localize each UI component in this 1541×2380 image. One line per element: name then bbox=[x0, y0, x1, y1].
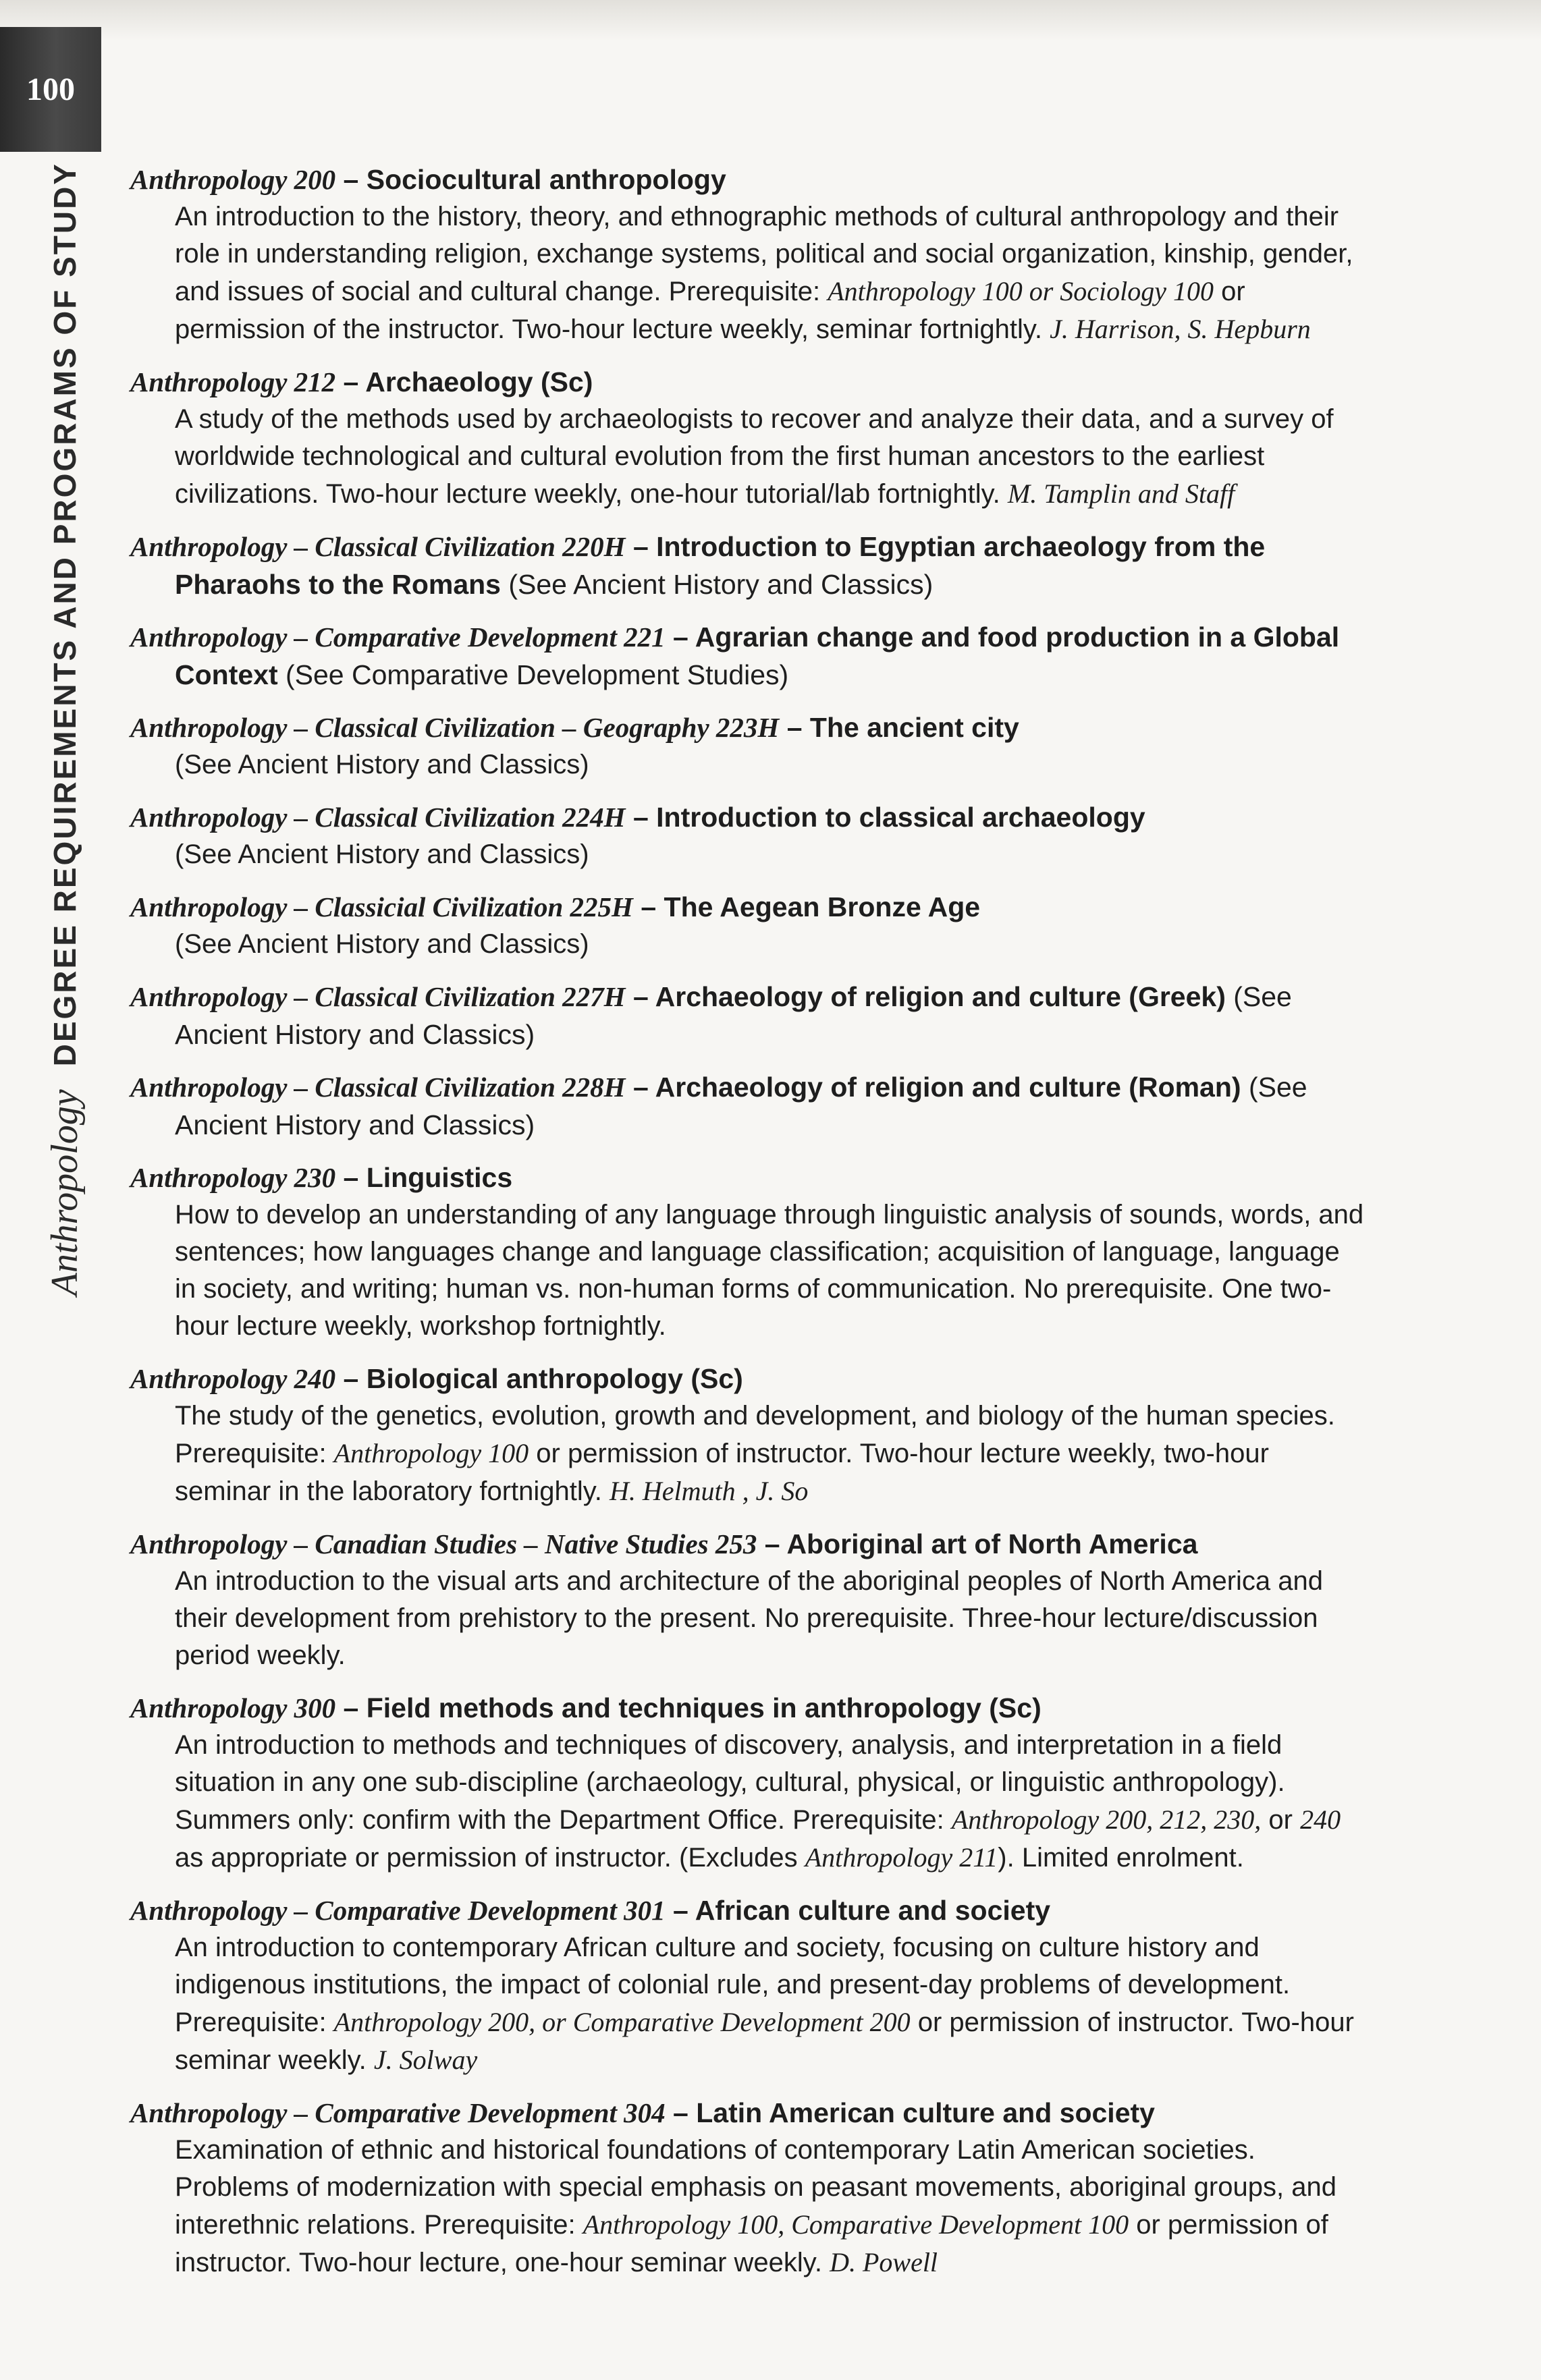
description-italic: H. Helmuth , J. So bbox=[610, 1476, 809, 1506]
description-italic: M. Tamplin and Staff bbox=[1007, 478, 1235, 509]
course-heading bbox=[130, 978, 1366, 1053]
description-text: An introduction to methods and techniques of discovery, analysis, and interpretation in a field situation in any one sub-discipline (archaeology, cultural, physical, or linguistic anthropology). Summers only: confirm with the Department Office. Prerequisite: bbox=[175, 1730, 1285, 1835]
course-entry bbox=[130, 1689, 1366, 1877]
scan-shadow bbox=[0, 0, 1541, 40]
course-list bbox=[130, 161, 1366, 2296]
cross-reference: (See Ancient History and Classics) bbox=[175, 981, 1292, 1050]
course-title: Linguistics bbox=[366, 1162, 513, 1193]
description-text: or permission of instructor. Two-hour lecture weekly, two-hour seminar in the laboratory fortnightly. bbox=[175, 1439, 1269, 1506]
course-title: Introduction to Egyptian archaeology from the Pharaohs to the Romans bbox=[175, 531, 1266, 600]
description-text: as appropriate or permission of instructor. (Excludes bbox=[175, 1843, 805, 1873]
page-number-badge bbox=[0, 27, 101, 152]
heading-separator: – bbox=[665, 2097, 697, 2128]
course-entry bbox=[130, 978, 1366, 1053]
course-entry bbox=[130, 618, 1366, 694]
course-title: The Aegean Bronze Age bbox=[664, 891, 981, 922]
course-description bbox=[130, 401, 1366, 513]
description-italic: Anthropology 100, Comparative Development 100 bbox=[583, 2209, 1129, 2240]
course-code: Anthropology 212 bbox=[130, 366, 336, 397]
course-title: Aboriginal art of North America bbox=[786, 1528, 1198, 1559]
course-code: Anthropology 300 bbox=[130, 1692, 336, 1723]
course-entry bbox=[130, 363, 1366, 513]
course-code: Anthropology 240 bbox=[130, 1363, 336, 1394]
heading-separator: – bbox=[757, 1528, 787, 1559]
side-section-title bbox=[32, 162, 97, 1350]
course-code: Anthropology – Comparative Development 221 bbox=[130, 621, 666, 653]
description-italic: Anthropology 200, 212, 230, bbox=[951, 1804, 1262, 1835]
course-heading bbox=[130, 1068, 1366, 1144]
description-text: ). Limited enrolment. bbox=[998, 1843, 1244, 1873]
course-description bbox=[130, 746, 1366, 783]
heading-separator: – bbox=[625, 1072, 655, 1103]
course-code: Anthropology – Classical Civilization 227H bbox=[130, 981, 626, 1012]
heading-separator: – bbox=[665, 621, 695, 653]
description-text: or permission of instructor. Two-hour seminar weekly. bbox=[175, 2008, 1354, 2075]
course-code: Anthropology – Comparative Development 304 bbox=[130, 2097, 666, 2128]
course-code: Anthropology 230 bbox=[130, 1162, 336, 1193]
cross-reference: (See Ancient History and Classics) bbox=[500, 569, 934, 600]
description-text: (See Ancient History and Classics) bbox=[175, 929, 589, 959]
cross-reference: (See Ancient History and Classics) bbox=[175, 1072, 1307, 1140]
course-entry bbox=[130, 1891, 1366, 2079]
course-entry bbox=[130, 709, 1366, 783]
description-text: An introduction to the visual arts and architecture of the aboriginal peoples of North America and their development from prehistory to the present. No prerequisite. Three-hour lecture/discussion period weekly. bbox=[175, 1566, 1323, 1670]
heading-separator: – bbox=[625, 531, 657, 562]
course-entry bbox=[130, 1360, 1366, 1510]
heading-separator: – bbox=[335, 164, 367, 195]
course-title: Archaeology of religion and culture (Roman) bbox=[655, 1072, 1241, 1103]
page-number: 100 bbox=[26, 72, 75, 107]
course-title: Latin American culture and society bbox=[696, 2097, 1155, 2128]
heading-separator: – bbox=[335, 1162, 367, 1193]
course-code: Anthropology – Comparative Development 301 bbox=[130, 1895, 666, 1926]
course-code: Anthropology 200 bbox=[130, 164, 336, 195]
course-description bbox=[130, 1727, 1366, 1877]
description-italic: J. Solway bbox=[373, 2045, 478, 2075]
description-italic: D. Powell bbox=[830, 2247, 938, 2277]
heading-separator: – bbox=[779, 712, 810, 743]
description-italic: 240 bbox=[1300, 1804, 1341, 1835]
course-title: Field methods and techniques in anthropology (Sc) bbox=[366, 1692, 1042, 1723]
course-code: Anthropology – Classical Civilization 224H bbox=[130, 802, 626, 833]
description-text: (See Ancient History and Classics) bbox=[175, 839, 589, 869]
description-text: How to develop an understanding of any language through linguistic analysis of sounds, words, and sentences; how languages change and language classification; acquisition of language, language in society, and writing; human vs. non-human forms of communication. No prerequisite. One two-hour lecture weekly, workshop fortnightly. bbox=[175, 1200, 1364, 1341]
course-heading bbox=[130, 798, 1366, 836]
course-title: Agrarian change and food production in a Global Context bbox=[175, 621, 1340, 690]
course-description bbox=[130, 2132, 1366, 2281]
course-code: Anthropology – Classical Civilization – Geography 223H bbox=[130, 712, 780, 743]
side-section-label: DEGREE REQUIREMENTS AND PROGRAMS OF STUDY bbox=[47, 162, 82, 1067]
course-code: Anthropology – Classical Civilization 220H bbox=[130, 531, 626, 562]
course-heading bbox=[130, 618, 1366, 694]
course-heading bbox=[130, 1159, 1366, 1196]
course-title: Sociocultural anthropology bbox=[366, 164, 726, 195]
course-description bbox=[130, 1397, 1366, 1510]
course-entry bbox=[130, 888, 1366, 963]
course-description bbox=[130, 198, 1366, 348]
heading-separator: – bbox=[625, 802, 657, 833]
description-italic: J. Harrison, S. Hepburn bbox=[1050, 314, 1311, 344]
course-title: African culture and society bbox=[695, 1895, 1051, 1926]
course-heading bbox=[130, 528, 1366, 603]
course-title: Archaeology of religion and culture (Greek) bbox=[655, 981, 1226, 1012]
course-heading bbox=[130, 1360, 1366, 1397]
description-text: or bbox=[1261, 1805, 1301, 1835]
course-heading bbox=[130, 1891, 1366, 1929]
course-code: Anthropology – Classical Civilization 228H bbox=[130, 1072, 626, 1103]
course-heading bbox=[130, 1689, 1366, 1727]
course-heading bbox=[130, 888, 1366, 926]
heading-separator: – bbox=[335, 1692, 367, 1723]
course-entry bbox=[130, 1068, 1366, 1144]
description-text: An introduction to the history, theory, and ethnographic methods of cultural anthropology and their role in understanding religion, exchange systems, political and social organization, kinship, gender, and issues of social and cultural change. Prerequisite: bbox=[175, 202, 1353, 306]
description-text: An introduction to contemporary African culture and society, focusing on culture history and indigenous institutions, the impact of colonial rule, and present-day problems of development. Prerequisite: bbox=[175, 1933, 1291, 2037]
heading-separator: – bbox=[335, 366, 366, 397]
description-text: or permission of instructor. Two-hour lecture, one-hour seminar weekly. bbox=[175, 2210, 1328, 2277]
side-subject-label: Anthropology bbox=[44, 1089, 86, 1296]
course-code: Anthropology – Canadian Studies – Native Studies 253 bbox=[130, 1528, 757, 1559]
course-heading bbox=[130, 2094, 1366, 2132]
course-heading bbox=[130, 161, 1366, 198]
course-heading bbox=[130, 363, 1366, 401]
course-entry bbox=[130, 528, 1366, 603]
description-italic: Anthropology 100 bbox=[333, 1438, 529, 1468]
course-entry bbox=[130, 2094, 1366, 2281]
description-italic: Anthropology 100 or Sociology 100 bbox=[828, 276, 1214, 306]
course-title: The ancient city bbox=[809, 712, 1019, 743]
course-code: Anthropology – Classicial Civilization 225H bbox=[130, 891, 633, 922]
course-description bbox=[130, 1563, 1366, 1674]
heading-separator: – bbox=[335, 1363, 367, 1394]
course-entry bbox=[130, 798, 1366, 873]
course-heading bbox=[130, 709, 1366, 746]
course-description bbox=[130, 926, 1366, 963]
course-entry bbox=[130, 1525, 1366, 1674]
description-italic: Anthropology 200, or Comparative Development 200 bbox=[333, 2007, 911, 2037]
description-text: The study of the genetics, evolution, growth and development, and biology of the human species. Prerequisite: bbox=[175, 1401, 1335, 1468]
description-text: Examination of ethnic and historical foundations of contemporary Latin American societies. Problems of modernization with special emphasis on peasant movements, aboriginal groups, and interethnic relations. Prerequisite: bbox=[175, 2135, 1336, 2240]
course-entry bbox=[130, 1159, 1366, 1345]
course-title: Biological anthropology (Sc) bbox=[366, 1363, 743, 1394]
heading-separator: – bbox=[665, 1895, 695, 1926]
course-title: Introduction to classical archaeology bbox=[656, 802, 1145, 833]
course-description bbox=[130, 836, 1366, 873]
course-heading bbox=[130, 1525, 1366, 1563]
course-description bbox=[130, 1196, 1366, 1345]
course-title: Archaeology (Sc) bbox=[365, 366, 593, 397]
course-entry bbox=[130, 161, 1366, 348]
description-italic: Anthropology 211 bbox=[805, 1842, 998, 1873]
cross-reference: (See Comparative Development Studies) bbox=[277, 659, 789, 690]
heading-separator: – bbox=[632, 891, 664, 922]
course-description bbox=[130, 1929, 1366, 2079]
description-text: (See Ancient History and Classics) bbox=[175, 750, 589, 779]
heading-separator: – bbox=[625, 981, 655, 1012]
description-text: A study of the methods used by archaeologists to recover and analyze their data, and a survey of worldwide technological and cultural evolution from the first human ancestors to the earliest civilizations. Two-hour lecture weekly, one-hour tutorial/lab fortnightly. bbox=[175, 404, 1334, 509]
description-text: or permission of the instructor. Two-hour lecture weekly, seminar fortnightly. bbox=[175, 277, 1245, 344]
